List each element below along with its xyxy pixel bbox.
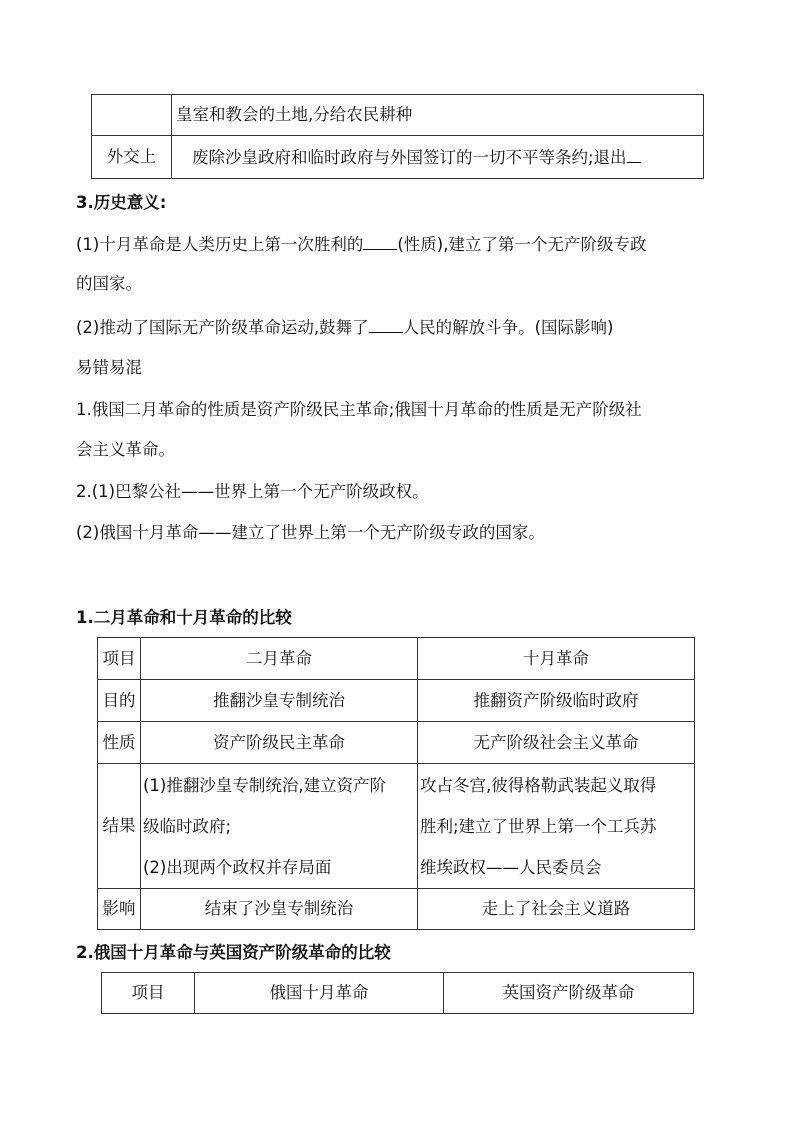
- compare1-impact-feb: 结束了沙皇专制统治: [141, 889, 418, 930]
- compare1-row-label: 性质: [98, 722, 141, 764]
- confusion-p1-line1: 1.俄国二月革命的性质是资产阶级民主革命;俄国十月革命的性质是无产阶级社: [76, 400, 642, 419]
- top-table-empty-cell: [92, 95, 172, 136]
- significance-p1-line2: 的国家。: [76, 274, 142, 293]
- compare1-row-oct: 无产阶级社会主义革命: [418, 722, 695, 764]
- compare1-result-oct-line: 攻占冬宫,彼得格勒武装起义取得: [420, 775, 657, 795]
- answer-blank: [627, 147, 641, 163]
- confusion-p3: (2)俄国十月革命——建立了世界上第一个无产阶级专政的国家。: [76, 523, 545, 542]
- compare2-table: [101, 972, 694, 1014]
- top-table: [91, 94, 704, 179]
- compare1-header-item: 项目: [98, 638, 141, 680]
- compare1-header-feb: 二月革命: [141, 638, 418, 680]
- significance-p1-b: (性质),建立了第一个无产阶级专政: [397, 235, 647, 254]
- significance-p2-a: (2)推动了国际无产阶级革命运动,鼓舞了: [76, 318, 369, 337]
- top-table-row2-label: 外交上: [92, 136, 172, 179]
- compare1-result-oct: [418, 764, 695, 889]
- compare1-row-label: 目的: [98, 680, 141, 722]
- compare1-heading: 1.二月革命和十月革命的比较: [76, 608, 292, 627]
- significance-p1-a: (1)十月革命是人类历史上第一次胜利的: [76, 235, 364, 254]
- compare1-impact-label: 影响: [98, 889, 141, 930]
- compare1-result-feb-line: (1)推翻沙皇专制统治,建立资产阶: [143, 775, 387, 795]
- compare1-result-oct-line: 胜利;建立了世界上第一个工兵苏: [420, 816, 657, 836]
- compare2-heading: 2.俄国十月革命与英国资产阶级革命的比较: [76, 943, 391, 962]
- compare2-header-russia: 俄国十月革命: [195, 973, 444, 1014]
- answer-blank: [369, 317, 403, 333]
- compare1-result-label: 结果: [98, 764, 141, 889]
- significance-p2-b: 人民的解放斗争。(国际影响): [402, 318, 614, 337]
- top-table-row1-text: 皇室和教会的土地,分给农民耕种: [172, 95, 704, 136]
- top-table-row2-text: 废除沙皇政府和临时政府与外国签订的一切不平等条约;退出: [192, 147, 627, 167]
- confusion-heading: 易错易混: [76, 358, 142, 377]
- answer-blank: [363, 234, 397, 250]
- compare1-result-feb-line: (2)出现两个政权并存局面: [143, 857, 332, 877]
- significance-p2: [76, 317, 614, 338]
- confusion-p2: 2.(1)巴黎公社——世界上第一个无产阶级政权。: [76, 482, 429, 501]
- top-table-row2-cell: [172, 136, 704, 179]
- compare1-row-feb: 推翻沙皇专制统治: [141, 680, 418, 722]
- compare1-result-feb-line: 级临时政府;: [143, 816, 232, 836]
- compare2-header-item: 项目: [102, 973, 195, 1014]
- significance-heading: 3.历史意义:: [76, 193, 167, 212]
- significance-p1-line1: [76, 234, 647, 255]
- compare1-result-oct-line: 维埃政权——人民委员会: [420, 857, 602, 877]
- compare1-row-oct: 推翻资产阶级临时政府: [418, 680, 695, 722]
- compare1-row-feb: 资产阶级民主革命: [141, 722, 418, 764]
- compare1-header-oct: 十月革命: [418, 638, 695, 680]
- compare1-result-feb: [141, 764, 418, 889]
- compare1-table: [97, 637, 695, 930]
- compare2-header-england: 英国资产阶级革命: [444, 973, 694, 1014]
- confusion-p1-line2: 会主义革命。: [76, 440, 175, 459]
- compare1-impact-oct: 走上了社会主义道路: [418, 889, 695, 930]
